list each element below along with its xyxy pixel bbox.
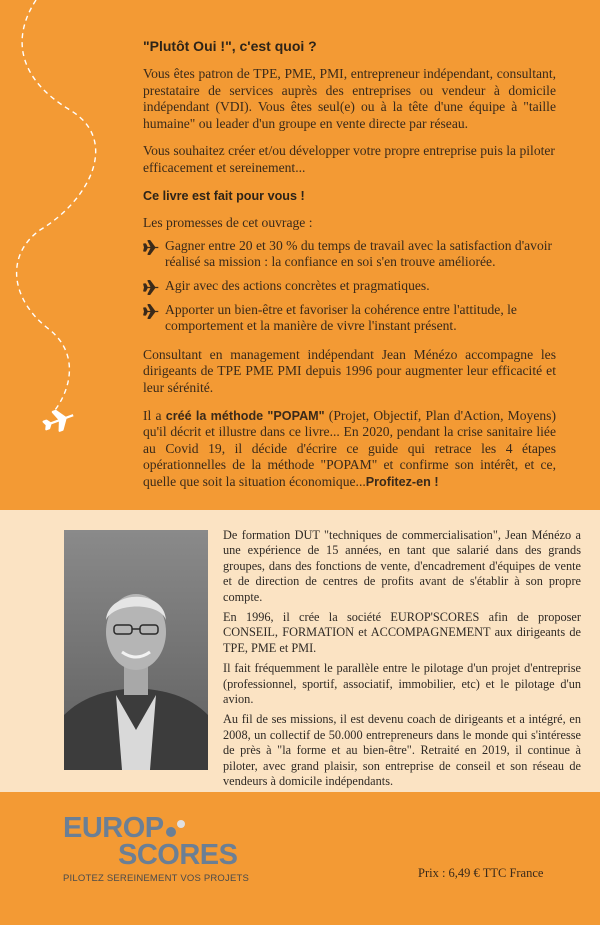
- bio-paragraph: De formation DUT "techniques de commercialisation", Jean Ménézo a une expérience de 15 années, en tant que salarié dans des grands groupes, dans des fonctions de vente, d'encadrement d'équipes de vente et de direction de centres de profits avant de s'établir à son propre compte.: [223, 528, 581, 604]
- consultant-paragraph: Consultant en management indépendant Jean Ménézo accompagne les dirigeants de TPE PME PMI depuis 1996 pour augmenter leur efficacité et leur sérénité.: [143, 346, 556, 395]
- promise-text: Agir avec des actions concrètes et pragmatiques.: [165, 277, 430, 293]
- bio-paragraph: Au fil de ses missions, il est devenu coach de dirigeants et a intégré, en 2008, un collectif de 50.000 entrepreneurs dans le monde qui s'intéresse de près à "la forme et au bien-être". Retraité en 2019, il continue à piloter, avec grand plaisir, son entreprise de conseil et son réseau de vendeurs à domicile indépendants.: [223, 712, 581, 789]
- closing-callout: Profitez-en !: [365, 474, 439, 489]
- author-biography: [223, 528, 581, 795]
- promise-text: Apporter un bien-être et favoriser la cohérence entre l'attitude, le comportement et la manière de vivre l'instant présent.: [165, 301, 517, 334]
- promise-text: Gagner entre 20 et 30 % du temps de travail avec la satisfaction d'avoir réalisé sa mission : la confiance en soi s'en trouve améliorée.: [165, 237, 553, 270]
- author-photo: [64, 530, 208, 770]
- promise-item: [143, 238, 556, 271]
- callout-text: Ce livre est fait pour vous !: [143, 188, 305, 203]
- logo-tagline: PILOTEZ SEREINEMENT VOS PROJETS: [63, 873, 250, 884]
- logo-word-1: EUROP: [63, 812, 164, 844]
- method-name: créé la méthode "POPAM": [165, 408, 325, 423]
- price-label: Prix : 6,49 € TTC France: [418, 866, 544, 880]
- promise-item: [143, 302, 556, 335]
- logo-word-2: SCORES: [118, 839, 238, 871]
- bio-paragraph: Il fait fréquemment le parallèle entre le pilotage d'un projet d'entreprise (professionnel, sportif, associatif, immobilier, etc) et le pilotage d'un avion.: [223, 661, 581, 707]
- airplane-bullet-icon: [143, 239, 160, 256]
- description-block: [143, 38, 556, 501]
- logo-pilot-mark-icon: [165, 818, 187, 840]
- promises-intro: Les promesses de cet ouvrage :: [143, 215, 313, 231]
- airplane-icon: [42, 406, 77, 435]
- airplane-bullet-icon: [143, 303, 160, 320]
- audience-paragraph: Vous êtes patron de TPE, PME, PMI, entrepreneur indépendant, consultant, prestataire de services auprès des entreprises ou vendeur à domicile indépendant (VDI). Vous êtes seul(e) ou à la tête d'une équipe à "taille humaine" ou leader d'un groupe en vente directe par réseau.: [143, 66, 556, 131]
- section-heading: "Plutôt Oui !", c'est quoi ?: [143, 38, 317, 54]
- promise-item: [143, 278, 556, 295]
- goal-paragraph: Vous souhaitez créer et/ou développer votre propre entreprise puis la piloter efficacement et sereinement...: [143, 143, 555, 175]
- method-paragraph: Il a créé la méthode "POPAM" (Projet, Objectif, Plan d'Action, Moyens) qu'il décrit et illustre dans ce livre... En 2020, pendant la crise sanitaire liée au Covid 19, il décide d'écrire ce guide qui retrace les 4 étapes opérationnelles de la méthode "POPAM" et confirme son intérêt, et ce, quelle que soit la situation économique...Profitez-en !: [143, 407, 556, 489]
- airplane-bullet-icon: [143, 279, 160, 296]
- bio-paragraph: En 1996, il crée la société EUROP'SCORES afin de proposer CONSEIL, FORMATION et ACCOMPAGNEMENT aux dirigeants de TPE, PME et PMI.: [223, 610, 581, 655]
